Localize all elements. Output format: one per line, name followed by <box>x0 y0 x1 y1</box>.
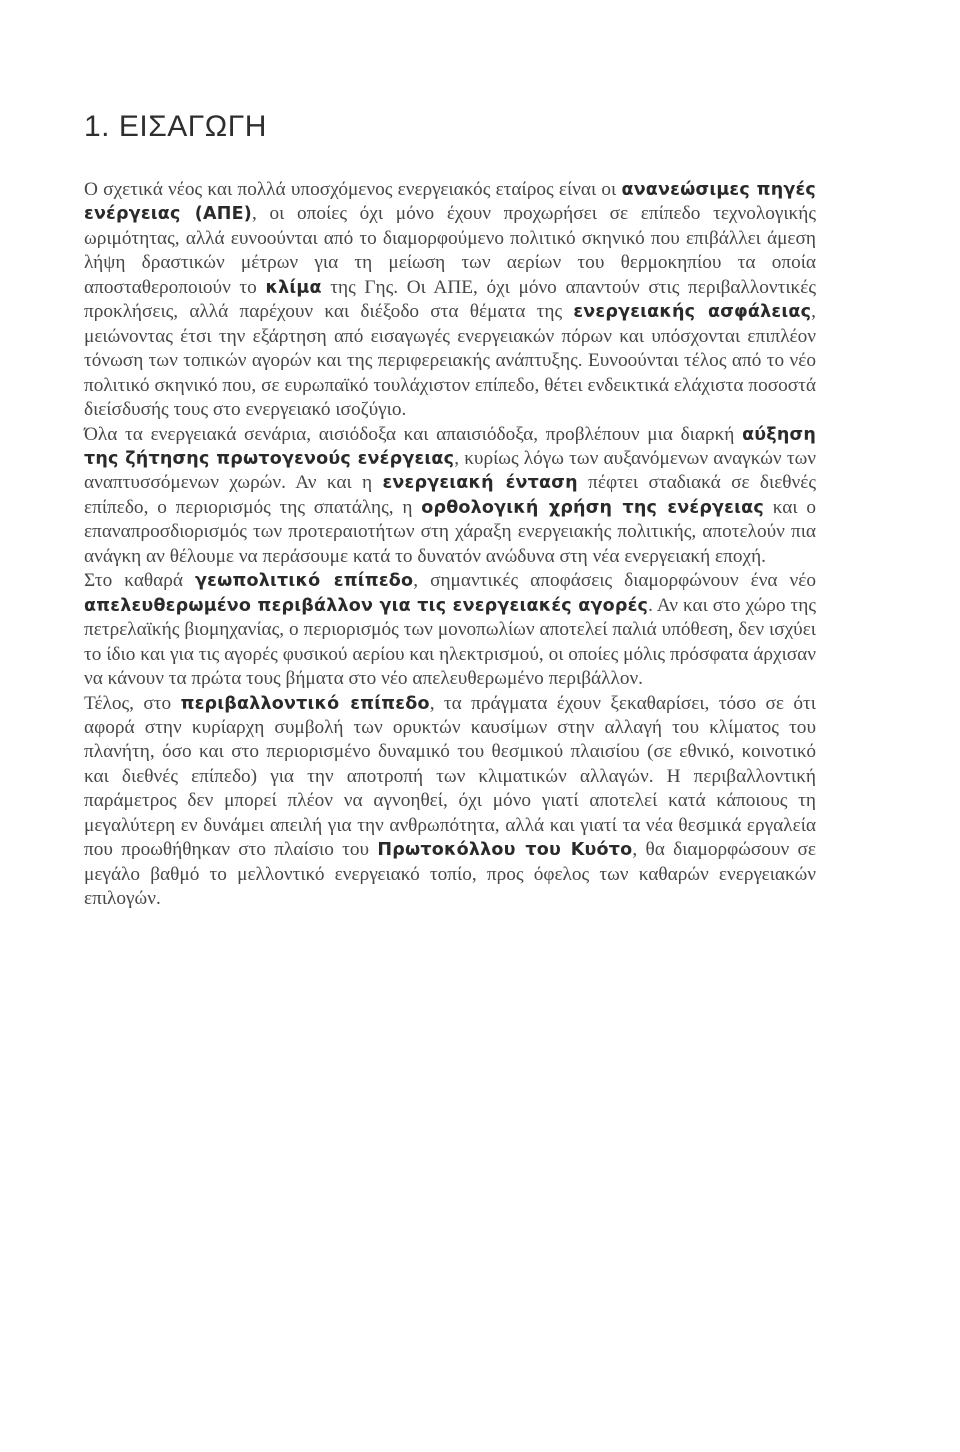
bold-term: περιβαλλοντικό επίπεδο <box>180 693 430 714</box>
text-run: Όλα τα ενεργειακά σενάρια, αισιόδοξα και απαισιόδοξα, προβλέπουν μια διαρκή <box>84 423 743 445</box>
text-run: Τέλος, στο <box>84 692 181 714</box>
paragraph <box>84 178 816 423</box>
text-run: , μειώνοντας έτσι την εξάρτηση από εισαγωγές ενεργειακών πόρων και υπόσχονται επιπλέον τόνωση των τοπικών αγορών και της περιφερειακής ανάπτυξης. Ευνοούνται τέλος από το νέο πολιτικό σκηνικό που, σε ευρωπαϊκό τουλάχιστον επίπεδο, θέτει ενδεικτικά ελάχιστα ποσοστά διείσδυσής τους στο ενεργειακό ισοζύγιο. <box>84 301 816 421</box>
bold-term: ενεργειακής ασφάλειας <box>573 302 812 323</box>
text-run: , κυρίως λόγω των αυξανόμενων αναγκών των αναπτυσσόμενων χωρών. Αν και η <box>84 447 816 494</box>
bold-term: αύξηση της ζήτησης πρωτογενούς ενέργειας <box>84 424 816 469</box>
bold-term: γεωπολιτικό επίπεδο <box>195 571 414 592</box>
section-heading: 1. ΕΙΣΑΓΩΓΗ <box>84 110 267 143</box>
text-run: Στο καθαρά <box>84 570 196 592</box>
body-text <box>84 178 816 912</box>
bold-term: Πρωτοκόλλου του Κυότο <box>377 840 633 861</box>
bold-term: ανανεώσιμες πηγές ενέργειας (ΑΠΕ) <box>84 180 816 225</box>
text-run: , τα πράγματα έχουν ξεκαθαρίσει, τόσο σε ότι αφορά στην κυρίαρχη συμβολή των ορυκτών καυσίμων στην αλλαγή του κλίματος του πλανήτη, όσο και στο περιορισμένο δυναμικό του θεσμικού πλαισίου (σε εθνικό, κοινοτικό και διεθνές επίπεδο) για την αποτροπή των κλιματικών αλλαγών. Η περιβαλλοντική παράμετρος δεν μπορεί πλέον να αγνοηθεί, όχι μόνο γιατί αποτελεί κατά κάποιους τη μεγαλύτερη εν δυνάμει απειλή για την ανθρωπότητα, αλλά και γιατί τα νέα θεσμικά εργαλεία που προωθήθηκαν στο πλαίσιο του <box>84 692 816 861</box>
text-run: της Γης. Οι ΑΠΕ, όχι μόνο απαντούν στις περιβαλλοντικές προκλήσεις, αλλά παρέχουν και διέξοδο στα θέματα της <box>84 276 816 323</box>
bold-term: απελευθερωμένο περιβάλλον για τις ενεργειακές αγορές <box>84 595 649 616</box>
text-run: . Αν και στο χώρο της πετρελαϊκής βιομηχανίας, ο περιορισμός των μονοπωλίων αποτελεί παλιά υπόθεση, δεν ισχύει το ίδιο και για τις αγορές φυσικού αερίου και ηλεκτρισμού, οι οποίες μόλις πρόσφατα άρχισαν να κάνουν τα πρώτα τους βήματα στο νέο απελευθερωμένο περιβάλλον. <box>84 594 816 690</box>
text-run: , θα διαμορφώσουν σε μεγάλο βαθμό το μελλοντικό ενεργειακό τοπίο, προς όφελος των καθαρών ενεργειακών επιλογών. <box>84 839 817 910</box>
bold-term: ορθολογική χρήση της ενέργειας <box>421 497 764 518</box>
paragraph <box>84 569 816 691</box>
bold-term: ενεργειακή ένταση <box>382 473 578 494</box>
text-run: Ο σχετικά νέος και πολλά υποσχόμενος ενεργειακός εταίρος είναι οι <box>84 179 622 200</box>
bold-term: κλίμα <box>265 277 322 298</box>
paragraph <box>84 423 816 570</box>
text-run: και ο επαναπροσδιορισμός των προτεραιοτήτων στη χάραξη ενεργειακής πολιτικής, αποτελούν πια ανάγκη αν θέλουμε να περάσουμε κατά το δυνατόν ανώδυνα στη νέα ενεργειακή εποχή. <box>84 496 816 567</box>
paragraph <box>84 692 816 912</box>
text-run: , σημαντικές αποφάσεις διαμορφώνουν ένα νέο <box>413 570 816 592</box>
text-run: , οι οποίες όχι μόνο έχουν προχωρήσει σε επίπεδο τεχνολογικής ωριμότητας, αλλά ευνοούνται από το διαμορφούμενο πολιτικό σκηνικό που επιβάλλει άμεση λήψη δραστικών μέτρων για τη μείωση των αερίων του θερμοκηπίου τα οποία αποσταθεροποιούν το <box>84 203 816 298</box>
text-run: πέφτει σταδιακά σε διεθνές επίπεδο, ο περιορισμός της σπατάλης, η <box>84 472 816 518</box>
